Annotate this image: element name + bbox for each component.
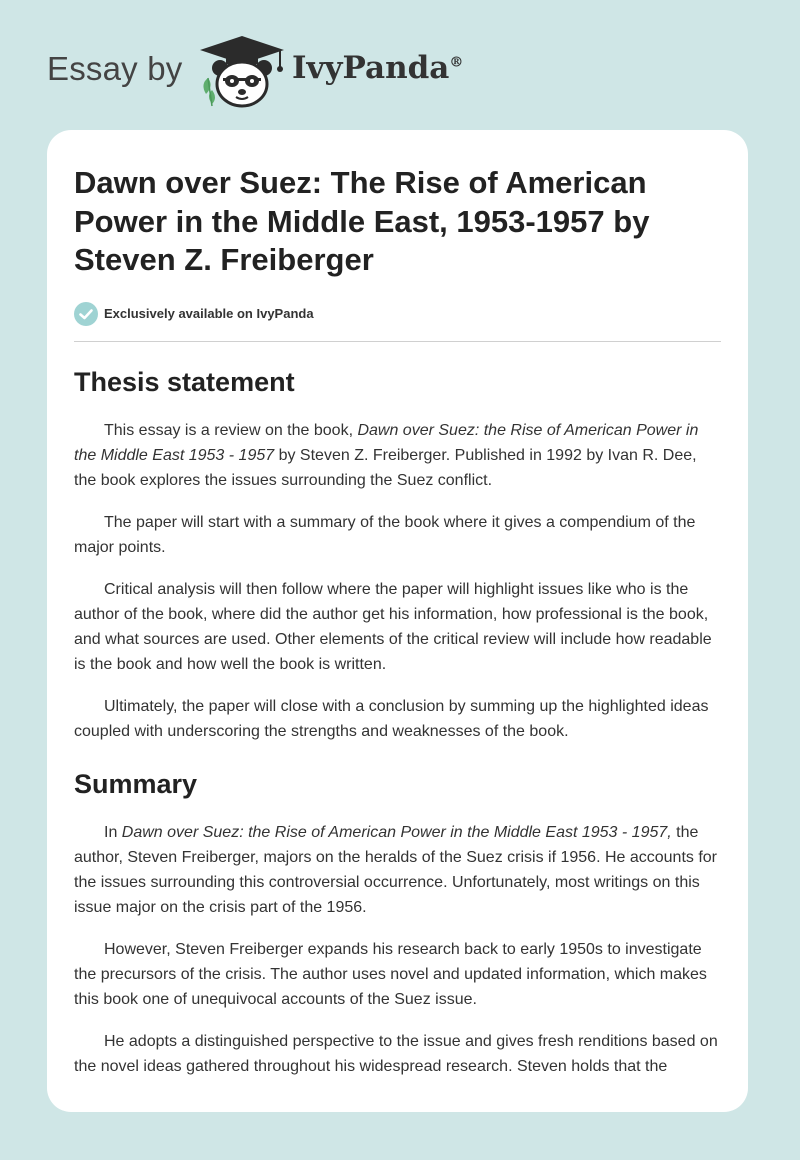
paragraph: This essay is a review on the book, Dawn over Suez: the Rise of American Power in the Middle East 1953 - 1957 by Steven Z. Freiberger. Published in 1992 by Ivan R. Dee, the book explores the issues surrounding the Suez conflict. bbox=[74, 421, 699, 489]
section-heading-summary: Summary bbox=[74, 768, 198, 799]
divider bbox=[74, 341, 721, 342]
site-header bbox=[0, 0, 800, 130]
paragraph: Ultimately, the paper will close with a conclusion by summing up the highlighted ideas coupled with underscoring the strengths and weaknesses of the book. bbox=[74, 697, 709, 740]
panda-graduate-icon[interactable] bbox=[196, 34, 288, 110]
paragraph: He adopts a distinguished perspective to the issue and gives fresh renditions based on the novel ideas gathered throughout his widespread research. Steven holds that the bbox=[74, 1032, 718, 1075]
check-circle-icon bbox=[74, 302, 98, 326]
exclusive-badge bbox=[74, 302, 721, 326]
badge-label: Exclusively available on IvyPanda bbox=[104, 306, 314, 321]
essay-title: Dawn over Suez: The Rise of American Power in the Middle East, 1953-1957 by Steven Z. Freiberger bbox=[74, 165, 650, 277]
registered-mark: ® bbox=[449, 54, 464, 71]
essay-card bbox=[47, 130, 748, 1112]
paragraph: Critical analysis will then follow where the paper will highlight issues like who is the author of the book, where did the author get his information, how professional is the book, and what sources are used. Other elements of the critical review will include how readable is the book and how well the book is written. bbox=[74, 580, 712, 673]
paragraph: However, Steven Freiberger expands his research back to early 1950s to investigate the precursors of the crisis. The author uses novel and updated information, which makes this book one of unequivocal accounts of the Suez issue. bbox=[74, 940, 707, 1008]
paragraph: The paper will start with a summary of the book where it gives a compendium of the major points. bbox=[74, 513, 696, 556]
brand-name[interactable]: IvyPanda® bbox=[292, 50, 464, 86]
paragraph: In Dawn over Suez: the Rise of American Power in the Middle East 1953 - 1957, the author, Steven Freiberger, majors on the heralds of the Suez crisis if 1956. He accounts for the issues surrounding this controversial occurrence. Unfortunately, most writings on this issue major on the crisis part of the 1956. bbox=[74, 823, 718, 916]
section-heading-thesis: Thesis statement bbox=[74, 366, 295, 397]
brand-prefix: Essay by bbox=[47, 50, 183, 87]
